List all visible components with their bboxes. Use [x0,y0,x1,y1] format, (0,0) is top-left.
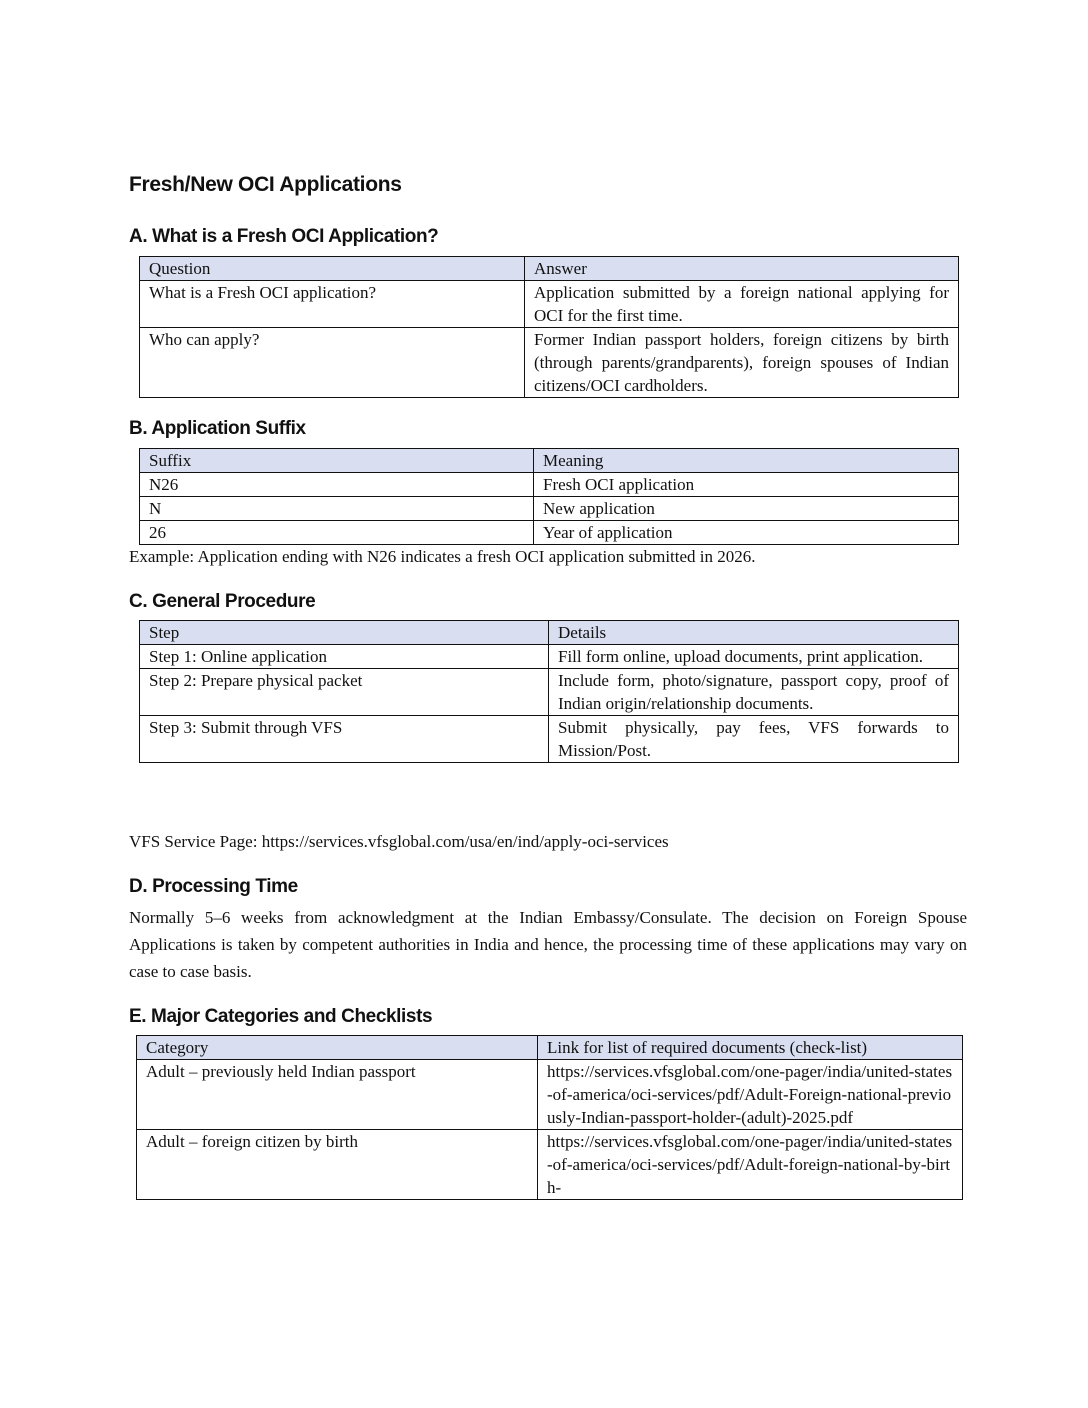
section-e-table [136,1035,963,1200]
checklist-link[interactable]: https://services.vfsglobal.com/one-pager/india/united-states-of-america/oci-services/pdf/Adult-foreign-national-by-birth- [538,1130,963,1200]
processing-time-text: Normally 5–6 weeks from acknowledgment at the Indian Embassy/Consulate. The decision on Foreign Spouse Applications is taken by competent authorities in India and hence, the processing time of these applications may vary on case to case basis. [129,908,967,981]
table-header-row [137,1036,963,1060]
section-b-table [139,448,959,545]
column-header: Link for list of required documents (check-list) [538,1036,963,1060]
table-cell: Year of application [534,521,959,545]
section-b-heading: B. Application Suffix [129,418,306,439]
table-row [140,328,959,398]
table-row [140,281,959,328]
column-header: Question [140,257,525,281]
table-cell: N [140,497,534,521]
column-header: Details [549,621,959,645]
column-header: Meaning [534,449,959,473]
vfs-label: VFS Service Page: [129,832,262,851]
table-cell: Step 3: Submit through VFS [140,716,549,763]
table-cell: Fill form online, upload documents, print application. [549,645,959,669]
table-header-row [140,449,959,473]
vfs-link[interactable]: https://services.vfsglobal.com/usa/en/ind/apply-oci-services [261,832,669,851]
table-header-row [140,621,959,645]
suffix-example: Example: Application ending with N26 indicates a fresh OCI application submitted in 2026. [129,547,756,566]
table-cell: Step 2: Prepare physical packet [140,669,549,716]
table-cell: Submit physically, pay fees, VFS forwards to Mission/Post. [549,716,959,763]
vfs-service-page [129,828,669,855]
table-cell: Adult – previously held Indian passport [137,1060,538,1130]
table-cell: Include form, photo/signature, passport copy, proof of Indian origin/relationship documents. [549,669,959,716]
table-row [137,1130,963,1200]
column-header: Suffix [140,449,534,473]
table-cell: Application submitted by a foreign national applying for OCI for the first time. [525,281,959,328]
table-cell: 26 [140,521,534,545]
table-cell: Who can apply? [140,328,525,398]
section-a-table [139,256,959,398]
column-header: Category [137,1036,538,1060]
table-row [140,716,959,763]
table-cell: New application [534,497,959,521]
table-cell: Adult – foreign citizen by birth [137,1130,538,1200]
section-a-heading: A. What is a Fresh OCI Application? [129,226,439,247]
table-cell: N26 [140,473,534,497]
section-c-heading: C. General Procedure [129,591,316,612]
table-row [140,521,959,545]
table-cell: Former Indian passport holders, foreign citizens by birth (through parents/grandparents), foreign spouses of Indian citizens/OCI cardholders. [525,328,959,398]
column-header: Answer [525,257,959,281]
page-title: Fresh/New OCI Applications [129,173,402,196]
table-row [140,645,959,669]
table-cell: Step 1: Online application [140,645,549,669]
table-cell: Fresh OCI application [534,473,959,497]
table-row [140,473,959,497]
table-row [140,497,959,521]
section-e-heading: E. Major Categories and Checklists [129,1006,433,1027]
section-c-table [139,620,959,763]
section-d-heading: D. Processing Time [129,876,298,897]
checklist-link[interactable]: https://services.vfsglobal.com/one-pager/india/united-states-of-america/oci-services/pdf/Adult-Foreign-national-previously-Indian-passport-holder-(adult)-2025.pdf [538,1060,963,1130]
table-row [137,1060,963,1130]
column-header: Step [140,621,549,645]
table-header-row [140,257,959,281]
table-row [140,669,959,716]
table-cell: What is a Fresh OCI application? [140,281,525,328]
